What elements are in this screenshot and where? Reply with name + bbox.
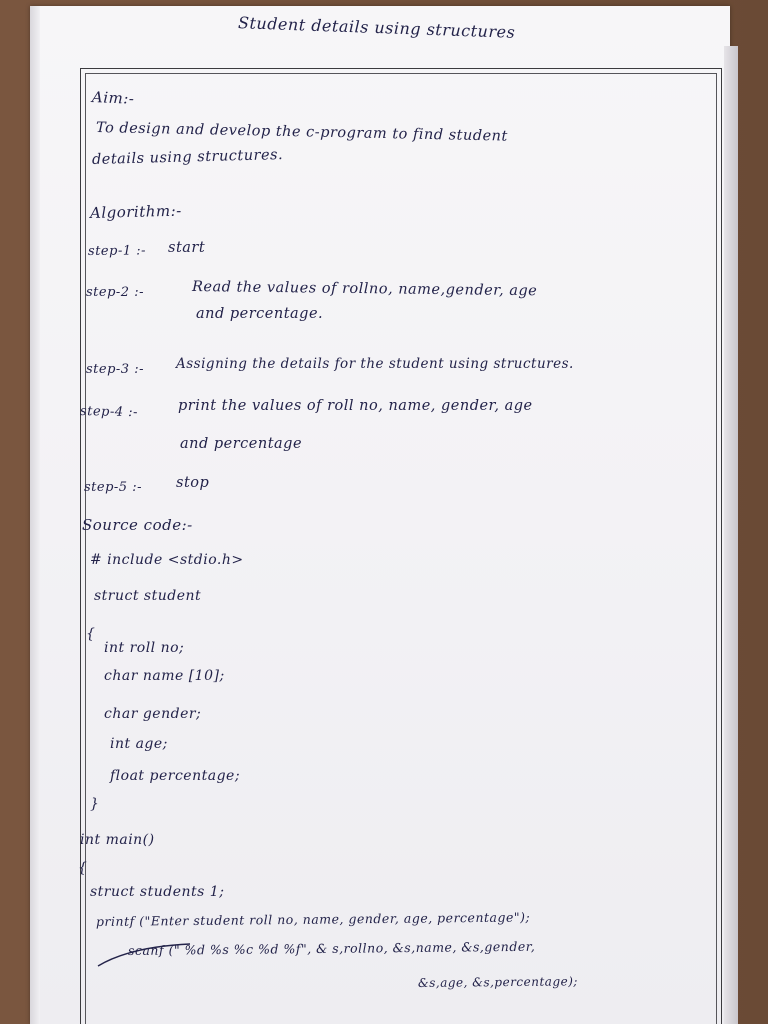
page-binding-shadow — [30, 6, 40, 1024]
aim-line-1: To design and develop the c-program to find student — [95, 120, 508, 145]
code-line-close-brace: } — [90, 796, 100, 812]
aim-heading: Aim:- — [91, 88, 135, 108]
step-3-text: Assigning the details for the student using structures. — [176, 356, 574, 372]
step-4-text: print the values of roll no, name, gender, age — [178, 398, 533, 414]
source-code-heading: Source code:- — [82, 516, 193, 534]
step-1-text: start — [168, 240, 206, 256]
step-4-label: step-4 :- — [79, 404, 139, 421]
page-title: Student details using structures — [237, 13, 516, 42]
code-line-roll: int roll no; — [104, 640, 185, 656]
code-line-scanf: scanf (" %d %s %c %d %f", & s,rollno, &s,name, &s,gender, — [127, 938, 536, 958]
code-line-name: char name [10]; — [104, 668, 225, 684]
step-3-label: step-3 :- — [86, 362, 144, 377]
step-5-text: stop — [176, 475, 210, 491]
code-line-percentage: float percentage; — [110, 768, 241, 784]
algorithm-heading: Algorithm:- — [89, 201, 182, 222]
code-line-struct: struct student — [94, 588, 202, 604]
step-2-text-cont: and percentage. — [196, 306, 324, 322]
code-line-scanf-cont: &s,age, &s,percentage); — [417, 974, 579, 990]
step-2-label: step-2 :- — [86, 285, 144, 300]
step-4-text-cont: and percentage — [180, 436, 303, 452]
step-1-label: step-1 :- — [87, 243, 147, 259]
code-line-main: int main() — [80, 832, 155, 848]
step-5-label: step-5 :- — [84, 480, 142, 495]
step-2-text: Read the values of rollno, name,gender, age — [191, 279, 538, 300]
code-line-age: int age; — [110, 736, 168, 752]
code-line-open-brace: { — [86, 626, 96, 642]
code-line-include: # include <stdio.h> — [90, 552, 244, 568]
code-line-main-open-brace: { — [78, 860, 88, 876]
aim-line-2: details using structures. — [91, 146, 284, 168]
pen-strike-mark — [96, 940, 192, 970]
code-line-printf: printf ("Enter student roll no, name, gender, age, percentage"); — [95, 909, 531, 929]
code-line-struct-var: struct students 1; — [90, 884, 225, 900]
code-line-gender: char gender; — [104, 706, 202, 722]
page-stack-edge — [724, 46, 738, 1024]
